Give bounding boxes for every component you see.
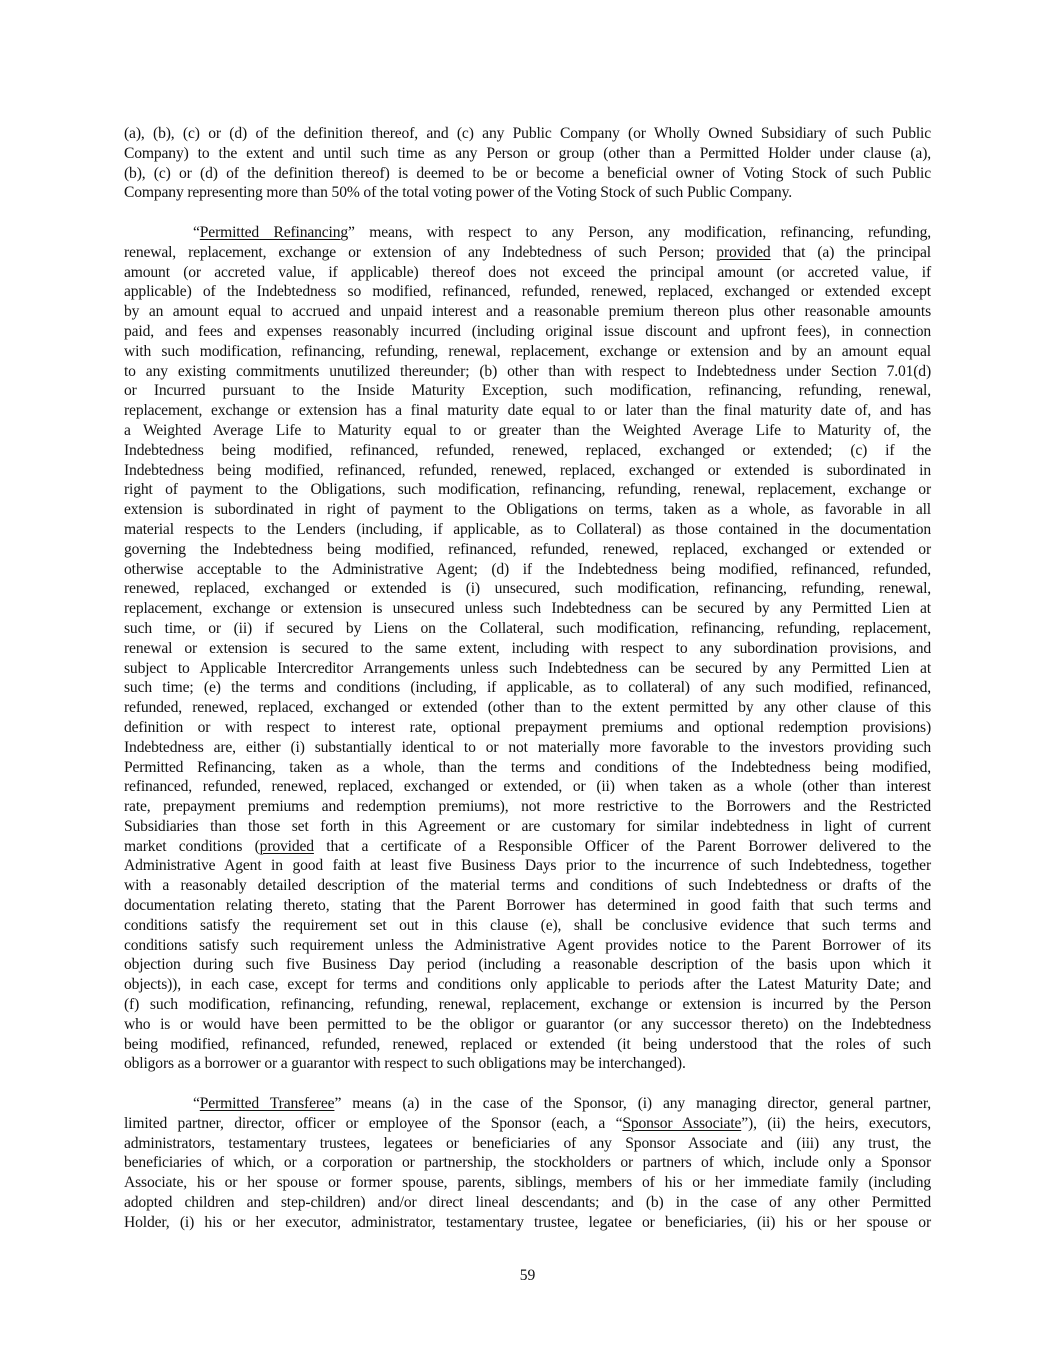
text-line: right of payment to the Obligations, such modification, refinancing, refunding, renewal, replacement, exchange or xyxy=(124,481,931,499)
text-line: adopted children and step-children) and/or direct lineal descendants; and (b) in the case of any other Permitted xyxy=(124,1194,931,1212)
provided-term: provided xyxy=(259,837,314,855)
close-quote: ” xyxy=(334,1095,342,1113)
text-line: replacement, exchange or extension has a final maturity date equal to or later than the final maturity date of, and has xyxy=(124,402,931,420)
definition-permitted-refinancing xyxy=(124,223,931,1074)
text-line: conditions satisfy the requirement set out in this clause (e), shall be conclusive evidence that such terms and xyxy=(124,916,931,934)
close-quote: ” xyxy=(348,223,355,241)
text-line: extension is subordinated in right of payment to the Obligations on terms, taken as a whole, as favorable in all xyxy=(124,501,931,519)
text-line: Holder, (i) his or her executor, administrator, testamentary trustee, legatee or beneficiaries, (ii) his or her spouse or xyxy=(124,1213,931,1231)
text-line: who is or would have been permitted to be the obligor or guarantor (or any successor thereto) on the Indebtedness xyxy=(124,1015,931,1033)
text-line: (f) such modification, refinancing, refunding, renewal, replacement, exchange or extension is incurred by the Person xyxy=(124,996,931,1014)
text-line: or Incurred pursuant to the Inside Maturity Exception, such modification, refinancing, refunding, renewal, xyxy=(124,382,931,400)
text-line: subject to Applicable Intercreditor Arrangements unless such Indebtedness can be secured by any Permitted Lien at xyxy=(124,659,931,677)
text-line: such time, or (ii) if secured by Liens on the Collateral, such modification, refinancing, refunding, replacement, xyxy=(124,619,931,637)
text-line: material respects to the Lenders (including, if applicable, as to Collateral) as those contained in the documentation xyxy=(124,520,931,538)
open-quote: “ xyxy=(193,223,200,241)
text-line: refinanced, refunded, renewed, replaced, exchanged or extended, or (ii) when taken as a whole (other than interest xyxy=(124,778,931,796)
text-line: Associate, his or her spouse or former spouse, parents, siblings, members of his or her immediate family (including xyxy=(124,1174,931,1192)
text-fragment: limited partner, director, officer or employee of the Sponsor (each, a “ xyxy=(124,1114,623,1132)
defined-term: Permitted Transferee xyxy=(199,1095,335,1113)
text-line: a Weighted Average Life to Maturity equal to or greater than the Weighted Average Life to Maturity of, the xyxy=(124,421,931,439)
text-line: Indebtedness being modified, refinanced, refunded, renewed, replaced, exchanged or extended; (c) if the xyxy=(124,441,931,459)
text-fragment: market conditions ( xyxy=(124,837,260,855)
text-line: Permitted Refinancing, taken as a whole, than the terms and conditions of the Indebtedness being modified, xyxy=(124,758,931,776)
page-number: 59 xyxy=(519,1267,536,1284)
text-line: applicable) of the Indebtedness so modified, refinanced, refunded, renewed, replaced, exchanged or extended except xyxy=(124,283,931,301)
text-line: otherwise acceptable to the Administrative Agent; (d) if the Indebtedness being modified, refinanced, refunded, xyxy=(124,560,931,578)
text-line: (a), (b), (c) or (d) of the definition thereof, and (c) any Public Company (or Wholly Owned Subsidiary of such Public xyxy=(124,125,931,142)
text-line xyxy=(124,1114,931,1134)
line-group xyxy=(124,1134,931,1233)
text-line: documentation relating thereto, stating that the Parent Borrower has determined in good faith that such terms and xyxy=(124,897,931,915)
provided-term: provided xyxy=(716,243,771,261)
text-line: refunded, renewed, replaced, exchanged or extended (other than to the extent permitted by any other clause of this xyxy=(124,699,931,717)
text-line: renewed, replaced, exchanged or extended is (i) unsecured, such modification, refinancing, refunding, renewal, xyxy=(124,580,931,598)
text-line: Indebtedness are, either (i) substantially identical to or not materially more favorable to the investors providing such xyxy=(124,738,931,756)
text-line: Indebtedness being modified, refinanced, refunded, renewed, replaced, exchanged or extended is subordinated in xyxy=(124,461,931,479)
text-line: renewal or extension is secured to the same extent, including with respect to any subordination provisions, and xyxy=(124,639,931,657)
document-page xyxy=(124,124,931,1233)
text-fragment: renewal, replacement, exchange or extension of any Indebtedness of such Person; xyxy=(124,243,717,261)
text-line: rate, prepayment premiums and redemption premiums), not more restrictive to the Borrowers and the Restricted xyxy=(124,798,931,816)
text-line: objects)), in each case, except for terms and conditions only applicable to periods after the Latest Maturity Date; and xyxy=(124,976,931,994)
text-line: administrators, testamentary trustees, legatees or beneficiaries of any Sponsor Associate and (iii) any trust, the xyxy=(124,1134,931,1152)
text-line xyxy=(124,223,931,243)
text-fragment: that a certificate of a Responsible Officer of the Parent Borrower delivered to the xyxy=(313,837,932,855)
text-line: Administrative Agent in good faith at least five Business Days prior to the incurrence of such Indebtedness, together xyxy=(124,857,931,875)
defined-term: Permitted Refinancing xyxy=(199,223,349,241)
text-line: Subsidiaries than those set forth in this Agreement or are customary for similar indebtedness in light of current xyxy=(124,817,931,835)
text-line: by an amount equal to accrued and unpaid interest and a reasonable premium thereon plus other reasonable amounts xyxy=(124,303,931,321)
text-line: beneficiaries of which, or a corporation or partnership, the stockholders or partners of which, include only a Sponsor xyxy=(124,1154,931,1172)
defined-term: Sponsor Associate xyxy=(622,1114,742,1132)
text-line: paid, and fees and expenses reasonably incurred (including original issue discount and upfront fees), in connection xyxy=(124,322,931,340)
text-line xyxy=(124,837,931,857)
text-line: replacement, exchange or extension is unsecured unless such Indebtedness can be secured by any Permitted Lien at xyxy=(124,600,931,618)
text-line: being modified, refinanced, refunded, renewed, replaced or extended (it being understood that the roles of such xyxy=(124,1035,931,1053)
text-line: Company) to the extent and until such time as any Person or group (other than a Permitted Holder under clause (a), xyxy=(124,144,931,162)
text-fragment: ”), (ii) the heirs, executors, xyxy=(741,1114,931,1132)
text-line: definition or with respect to interest rate, optional prepayment premiums and optional redemption provisions) xyxy=(124,718,931,736)
text-line: amount (or accreted value, if applicable) thereof does not exceed the principal amount (or accreted value, if xyxy=(124,263,931,281)
text-line: with such modification, refinancing, refunding, renewal, replacement, exchange or extension and by an amount equal xyxy=(124,342,931,360)
open-quote: “ xyxy=(193,1095,200,1113)
text-fragment: means, with respect to any Person, any modification, refinancing, refunding, xyxy=(354,223,932,241)
text-line: Company representing more than 50% of the total voting power of the Voting Stock of such Public Company. xyxy=(124,184,792,202)
text-fragment: that (a) the principal xyxy=(770,243,931,261)
text-fragment: means (a) in the case of the Sponsor, (i) any managing director, general partner, xyxy=(341,1095,931,1113)
text-line: obligors as a borrower or a guarantor with respect to such obligations may be interchanged). xyxy=(124,1055,686,1073)
paragraph-spacer xyxy=(124,1074,931,1094)
definition-permitted-transferee xyxy=(124,1094,931,1233)
text-line: objection during such five Business Day period (including a reasonable description of the basis upon which it xyxy=(124,956,931,974)
paragraph-spacer xyxy=(124,203,931,223)
text-line: to any existing commitments unutilized thereunder; (b) other than with respect to Indebtedness under Section 7.01(d) xyxy=(124,362,931,380)
text-line: with a reasonably detailed description of the material terms and conditions of such Indebtedness or drafts of the xyxy=(124,877,931,895)
text-line: governing the Indebtedness being modified, refinanced, refunded, renewed, replaced, exchanged or extended or xyxy=(124,540,931,558)
line-group xyxy=(124,263,931,837)
text-line: (b), (c) or (d) of the definition thereof) is deemed to be or become a beneficial owner of Voting Stock of such Public xyxy=(124,164,931,182)
text-line xyxy=(124,1094,931,1114)
text-line: such time; (e) the terms and conditions (including, if applicable, as to collateral) of any such modified, refinanced, xyxy=(124,679,931,697)
paragraph-continuation xyxy=(124,124,931,203)
text-line xyxy=(124,243,931,263)
line-group xyxy=(124,856,931,1054)
text-line: conditions satisfy such requirement unless the Administrative Agent provides notice to the Parent Borrower of its xyxy=(124,936,931,954)
